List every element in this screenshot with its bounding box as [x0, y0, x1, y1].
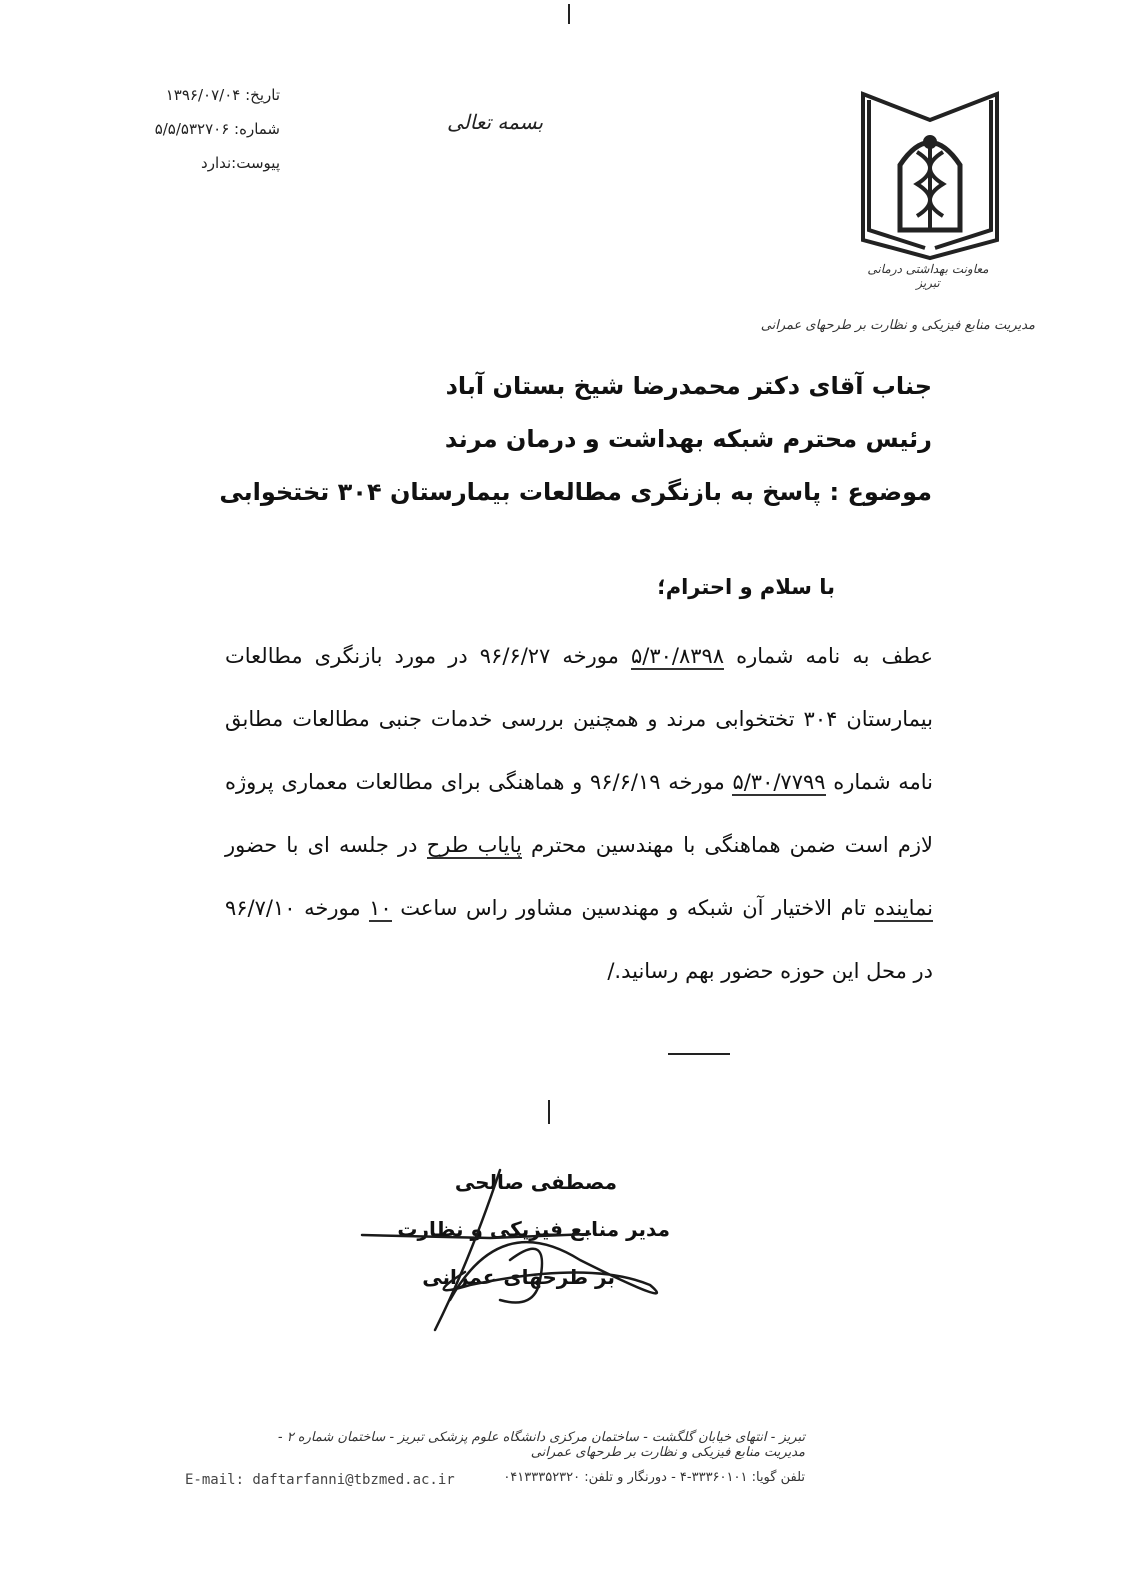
date-underline: [668, 1053, 730, 1055]
footer-email: E-mail: daftarfanni@tbzmed.ac.ir: [185, 1472, 455, 1488]
letter-meta: [100, 78, 280, 180]
representative-word: نماینده: [874, 896, 933, 920]
university-emblem-icon: [855, 80, 1005, 285]
meeting-hour: ۱۰: [369, 896, 392, 920]
body-part-4: در جلسه ای با حضور: [225, 833, 418, 857]
number-value: ۵/۵/۵۳۲۷۰۶: [154, 120, 230, 138]
date-value: ۱۳۹۶/۰۷/۰۴: [165, 86, 241, 104]
addressee-title: رئیس محترم شبکه بهداشت و درمان مرند: [444, 425, 932, 453]
handwritten-signature: [350, 1150, 690, 1350]
date-label: تاریخ:: [245, 86, 280, 104]
attachment-line: پیوست:ندارد: [201, 154, 280, 172]
footer-phone: تلفن گویا: ۳۳۳۶۰۱۰۱-۴ - دورنگار و تلفن: ۰۴۱۳۳۳۵۲۳۲۰: [503, 1470, 805, 1485]
number-label: شماره:: [234, 120, 280, 138]
letter-body: [225, 625, 933, 1003]
body-part-1: عطف به نامه شماره: [736, 644, 933, 668]
greeting: با سلام و احترام؛: [657, 575, 835, 599]
subject-line: موضوع : پاسخ به بازنگری مطالعات بیمارستان ۳۰۴ تختخوابی: [219, 478, 932, 506]
firm-name: پایاب طرح: [426, 833, 522, 857]
department-line: مدیریت منابع فیزیکی و نظارت بر طرحهای عمرانی: [760, 318, 1035, 333]
scan-speck: [548, 1100, 550, 1124]
addressee-name: جناب آقای دکتر محمدرضا شیخ بستان آباد: [445, 372, 932, 400]
signer-name: مصطفی صالحی: [454, 1170, 617, 1194]
number-line: [100, 112, 280, 146]
body-part-5: تام الاختیار آن شبکه و مهندسین مشاور راس ساعت: [400, 896, 866, 920]
signer-role-line2: بر طرحهای عمرانی: [422, 1265, 615, 1289]
signer-role-line1: مدیر منابع فیزیکی و نظارت: [397, 1217, 670, 1241]
reference-number-2: ۵/۳۰/۷۷۹۹: [732, 770, 826, 794]
body-part-3: مورخه ۹۶/۶/۱۹ و هماهنگی برای مطالعات معماری پروژه لازم است ضمن هماهنگی با مهندسین محترم: [225, 770, 933, 857]
basmala: بسمه تعالی: [446, 110, 544, 134]
reference-number-1: ۵/۳۰/۸۳۹۸: [630, 644, 725, 668]
body-part-2: مورخه ۹۶/۶/۲۷ در مورد بازنگری مطالعات بیمارستان ۳۰۴ تختخوابی مرند و همچنین بررسی خدمات جنبی مطالعات مطابق نامه شماره: [225, 644, 933, 794]
footer-address: تبریز - انتهای خیابان گلگشت - ساختمان مرکزی دانشگاه علوم پزشکی تبریز - ساختمان شماره ۲ - مدیریت منابع فیزیکی و نظارت بر طرحهای عمرانی: [277, 1430, 805, 1460]
logo-caption: معاونت بهداشتی درمانی تبریز: [867, 262, 989, 290]
date-line: [100, 78, 280, 112]
scan-speck: [568, 4, 570, 24]
body-part-6: مورخه ۹۶/۷/۱۰ در محل این حوزه حضور بهم رسانید./: [225, 896, 933, 983]
